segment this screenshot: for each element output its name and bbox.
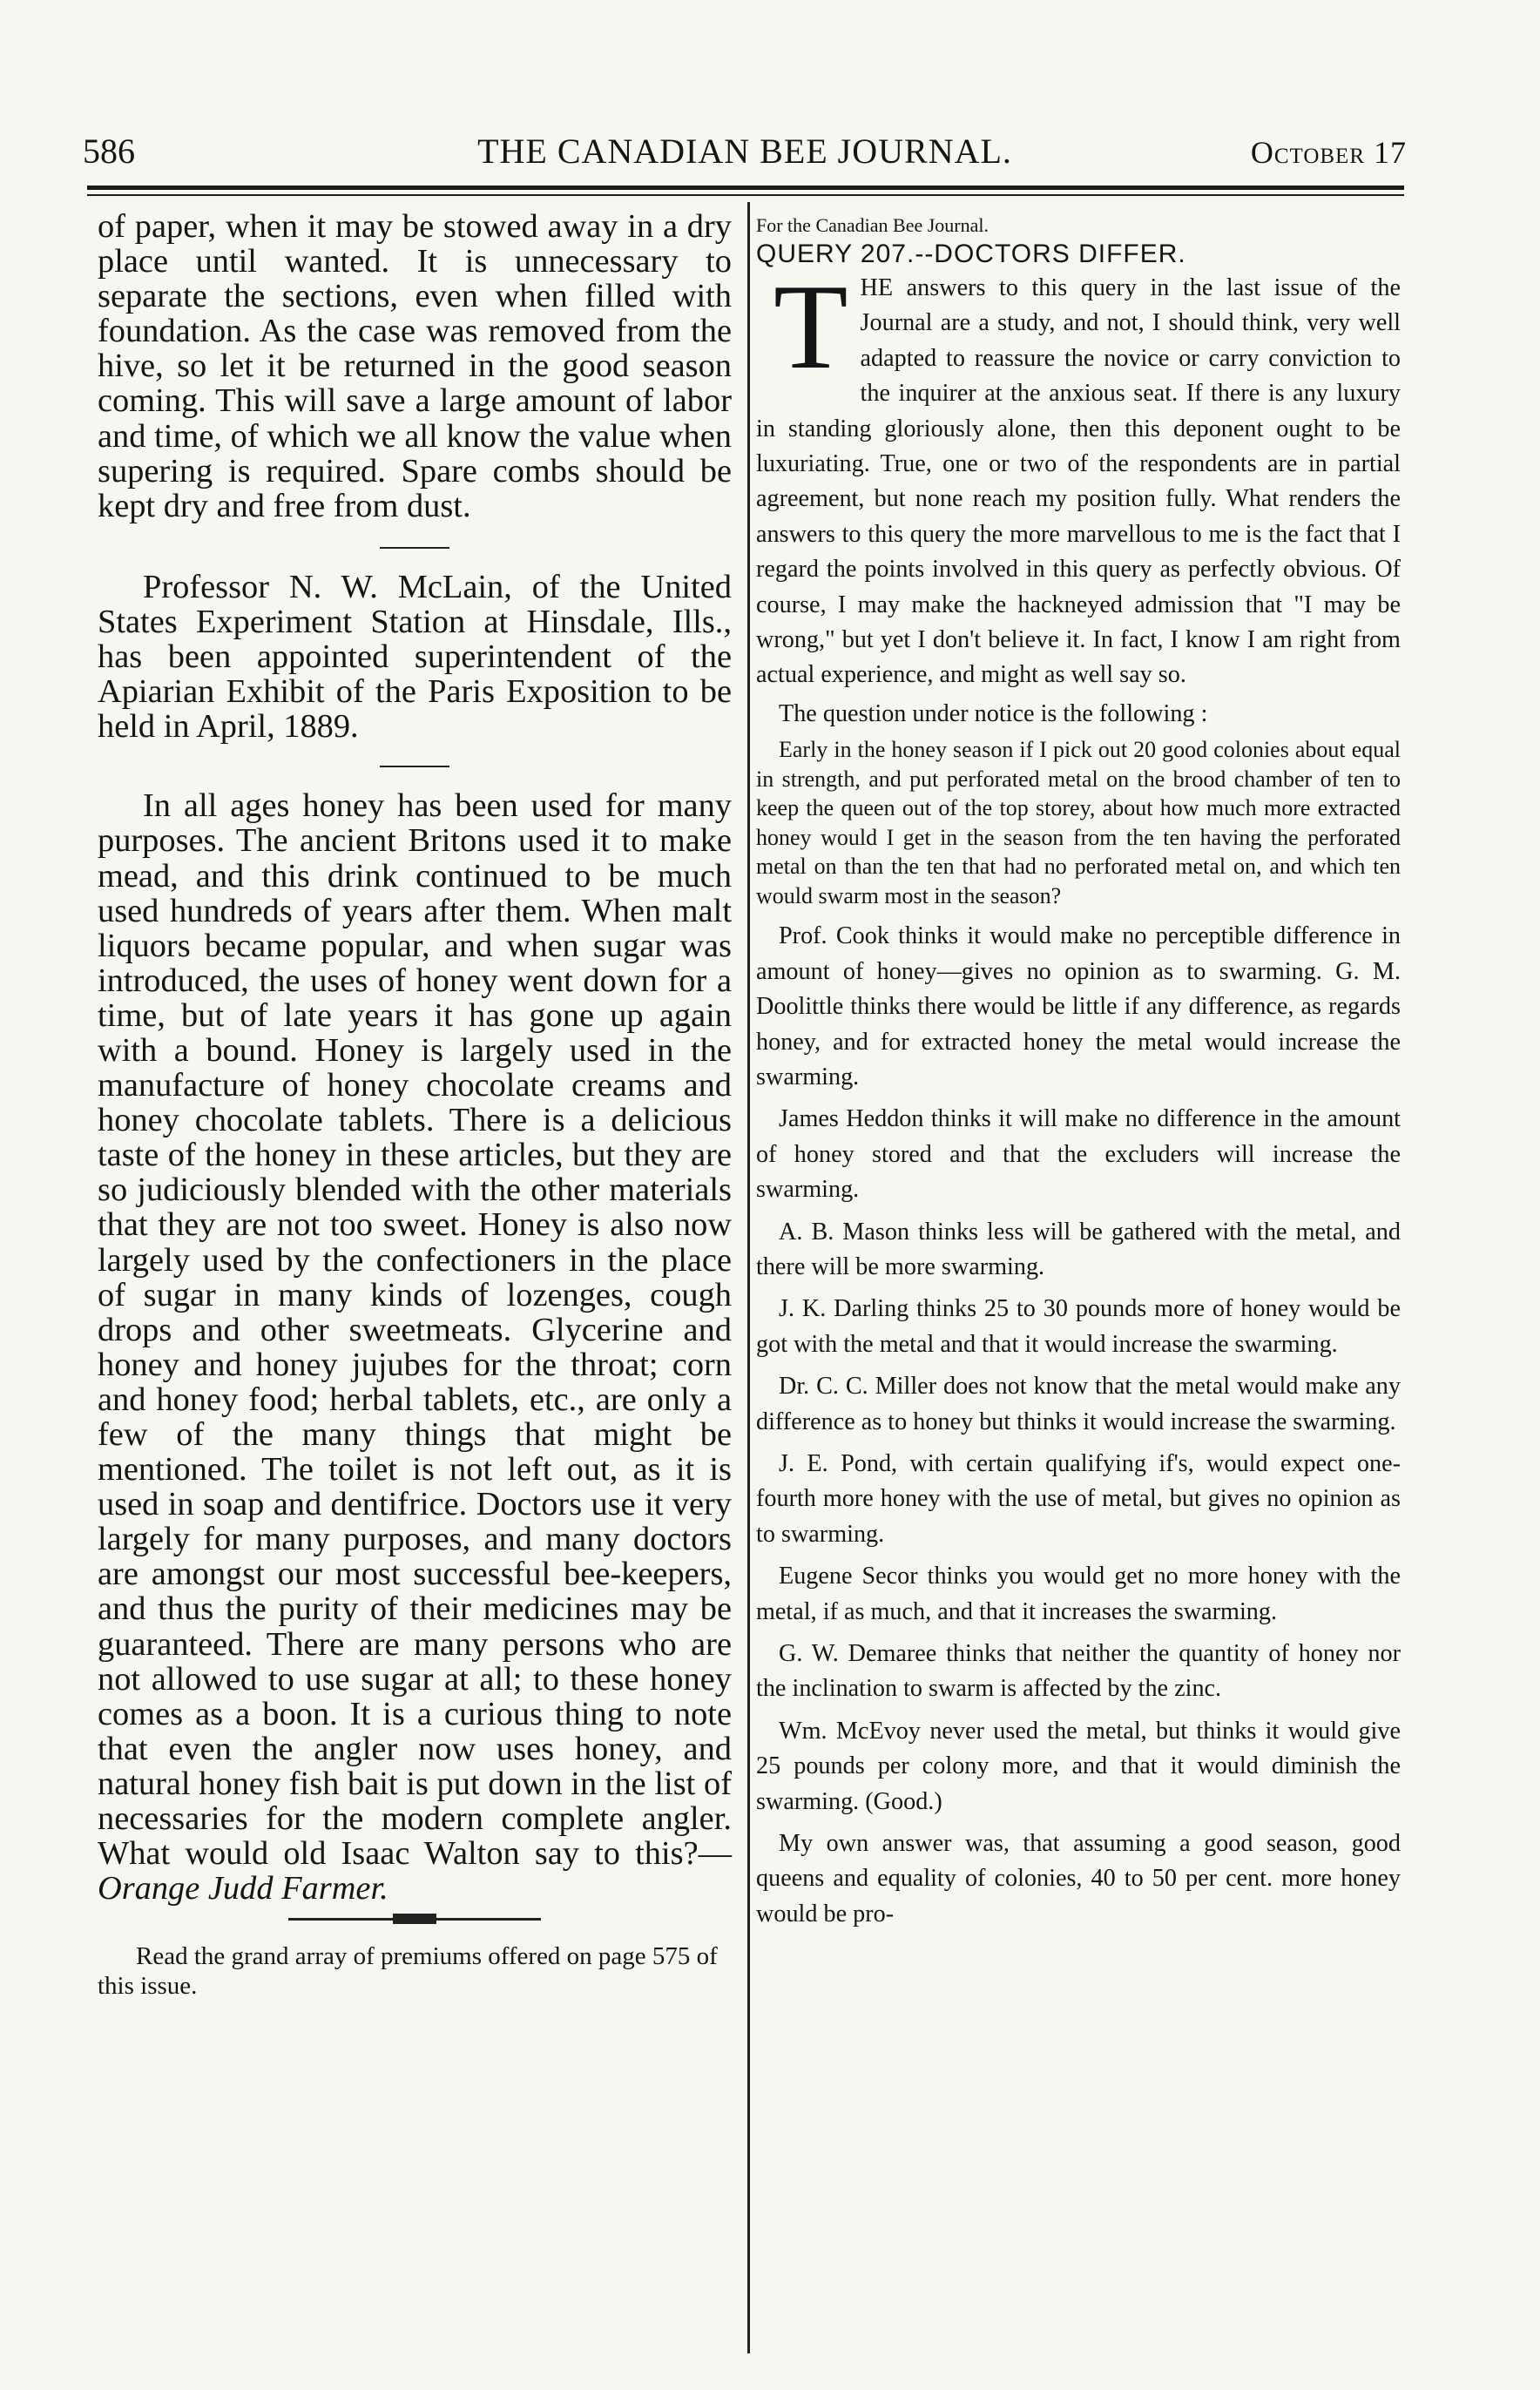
answer-paragraph: A. B. Mason thinks less will be gathered with the metal, and there will be more swarming. — [756, 1218, 1401, 1280]
header-rule-thick — [87, 186, 1404, 190]
right-column — [756, 213, 1401, 1932]
answer-paragraph: J. E. Pond, with certain qualifying if's, would expect one-fourth more honey with the use of metal, but gives no opinion as to swarming. — [756, 1449, 1401, 1548]
source-credit: Orange Judd Farmer. — [98, 1870, 388, 1907]
answer-paragraph: My own answer was, that assuming a good season, good queens and equality of colonies, 40 to 50 per cent. more honey would be pro- — [756, 1830, 1401, 1928]
left-column — [98, 209, 732, 2001]
honey-uses-text: In all ages honey has been used for many purposes. The ancient Britons used it to make mead, and this drink continued to be much used hundreds of years after them. When malt liquors became popular, and when sugar was introduced, the uses of honey went down for a time, but of late years it has gone up again with a bound. Honey is largely used in the manufacture of honey chocolate creams and honey chocolate tablets. There is a delicious taste of the honey in these articles, but they are so judiciously blended with the other materials that they are not too sweet. Honey is also now largely used by the confectioners in the place of sugar in many kinds of lozenges, cough drops and other sweetmeats. Glycerine and honey and honey jujubes for the throat; corn and honey food; herbal tablets, etc., are only a few of the many things that might be mentioned. The toilet is not left out, as it is used in soap and dentifrice. Doctors use it very largely for many purposes, and many doctors are amongst our most successful bee-keepers, and thus the purity of their medicines may be guaranteed. There are many persons who are not allowed to use sugar at all; to these honey comes as a boon. It is a curious thing to note that even the angler now uses honey, and natural honey fish bait is put down in the list of necessaries for the modern complete angler. What would old Isaac Walton say to this?— — [98, 787, 732, 1873]
header-rule-thin — [87, 194, 1404, 196]
issue-date: October 17 — [1250, 135, 1407, 170]
answer-paragraph: Dr. C. C. Miller does not know that the metal would make any difference as to honey but thinks it would increase the swarming. — [756, 1373, 1401, 1435]
answer-paragraph: Eugene Secor thinks you would get no more honey with the metal, if as much, and that it increases the swarming. — [756, 1563, 1401, 1625]
intro-paragraph — [756, 260, 1401, 693]
answer-paragraph: James Heddon thinks it will make no difference in the amount of honey stored and that the excluders will increase the swarming. — [756, 1105, 1401, 1204]
section-separator — [380, 766, 449, 767]
answer-paragraph: J. K. Darling thinks 25 to 30 pounds more of honey would be got with the metal and that it would increase the swarming. — [756, 1295, 1401, 1358]
answer-paragraph: Prof. Cook thinks it would make no perceptible difference in amount of honey—gives no opinion as to swarming. G. M. Doolittle thinks there would be little if any difference, as regards honey, and for extracted honey the metal would increase the swarming. — [756, 922, 1401, 1090]
drop-cap: T — [773, 260, 848, 395]
intro-text: HE answers to this query in the last issue of the Journal are a study, and not, I should think, very well adapted to reassure the novice or carry conviction to the inquirer at the anxious seat. If there is any luxury in standing gloriously alone, then this deponent ought to be luxuriating. True, one or two of the respondents are in partial agreement, but none reach my position fully. What renders the answers to this query the more marvellous to me is the fact that I regard the points involved in this query as perfectly obvious. Of course, I may make the hackneyed admission that "I may be wrong," but yet I don't believe it. In fact, I know I am right from actual experience, and might as well say so. — [756, 274, 1401, 689]
page-header — [83, 131, 1407, 176]
article-heading: QUERY 207.--DOCTORS DIFFER. — [756, 240, 1186, 268]
section-separator — [380, 547, 449, 549]
premiums-notice: Read the grand array of premiums offered on page 575 of this issue. — [98, 1942, 718, 2001]
article-paragraph: of paper, when it may be stowed away in a dry place until wanted. It is unnecessary to separate the sections, even when filled with foundation. As the case was removed from the hive, so let it be returned in the good season coming. This will save a large amount of labor and time, of which we all know the value when supering is required. Spare combs should be kept dry and free from dust. — [98, 208, 732, 524]
running-title: THE CANADIAN BEE JOURNAL. — [477, 132, 1012, 171]
query-text: Early in the honey season if I pick out 20 good colonies about equal in strength, and put perforated metal on the brood chamber of ten to keep the queen out of the top storey, about how much more extracted honey would I get in the season from the ten having the perforated metal on than the ten that had no perforated metal on, and which ten would swarm most in the season? — [756, 737, 1401, 908]
column-divider — [747, 202, 750, 2353]
article-paragraph: Professor N. W. McLain, of the United States Experiment Station at Hinsdale, Ills., has been appointed superintendent of the Apiarian Exhibit of the Paris Exposition to be held in April, 1889. — [98, 568, 732, 746]
article-paragraph — [98, 788, 732, 1906]
answer-paragraph: G. W. Demaree thinks that neither the quantity of honey nor the inclination to swarm is affected by the zinc. — [756, 1640, 1401, 1703]
page-number: 586 — [83, 132, 135, 171]
question-intro: The question under notice is the following : — [779, 699, 1208, 727]
byline: For the Canadian Bee Journal. — [756, 214, 989, 236]
ornamental-rule — [288, 1918, 541, 1921]
answer-paragraph: Wm. McEvoy never used the metal, but thinks it would give 25 pounds per colony more, and that it would diminish the swarming. (Good.) — [756, 1717, 1401, 1815]
